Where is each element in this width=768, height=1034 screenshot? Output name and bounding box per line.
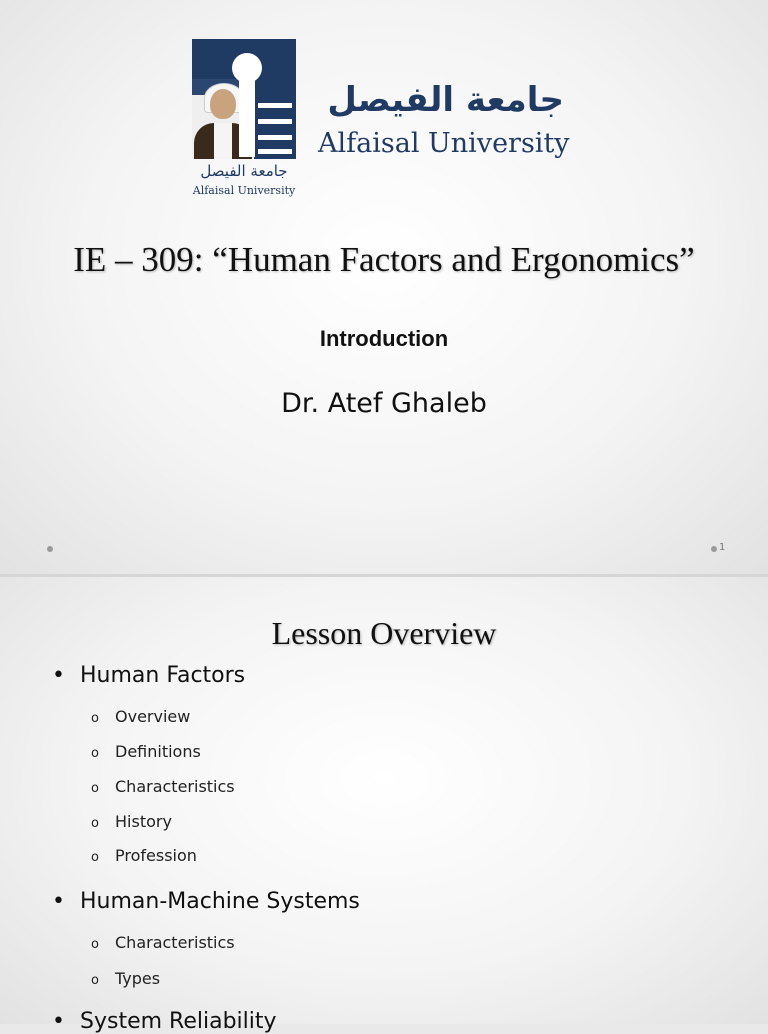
list-item: o Characteristics xyxy=(91,933,235,952)
overview-slide xyxy=(0,577,768,1034)
logo-english-name: Alfaisal University xyxy=(318,128,570,159)
list-item: o Characteristics xyxy=(91,777,235,796)
list-item: o Types xyxy=(91,969,161,988)
sub-bullet-icon: o xyxy=(91,781,99,796)
section-human-factors xyxy=(52,663,245,688)
logo-arabic-name: جامعة الفيصل xyxy=(327,80,564,120)
list-item: o History xyxy=(91,812,172,831)
section-system-reliability xyxy=(52,1009,277,1034)
sub-bullet-icon: o xyxy=(91,746,99,761)
sub-bullet-icon: o xyxy=(91,711,99,726)
section-label: Human-Machine Systems xyxy=(80,889,360,914)
sub-bullet-icon: o xyxy=(91,850,99,865)
university-emblem xyxy=(192,39,296,159)
list-item: o Profession xyxy=(91,846,197,865)
decorative-dot-left xyxy=(47,546,53,552)
page-number: 1 xyxy=(719,542,726,553)
bullet-icon: • xyxy=(52,663,65,688)
emblem-arabic-name: جامعة الفيصل xyxy=(200,162,288,180)
section-human-machine-systems xyxy=(52,889,360,914)
overview-title: Lesson Overview xyxy=(271,615,497,651)
course-title: IE – 309: “Human Factors and Ergonomics” xyxy=(73,240,695,279)
list-item: o Definitions xyxy=(91,742,201,761)
section-label: Human Factors xyxy=(80,663,246,688)
sub-bullet-icon: o xyxy=(91,816,99,831)
keyhole-stem xyxy=(239,75,255,157)
emblem-english-name: Alfaisal University xyxy=(192,184,296,197)
decorative-dot-right xyxy=(711,546,717,552)
bullet-icon: • xyxy=(52,889,65,914)
sub-bullet-icon: o xyxy=(91,937,99,952)
section-label: System Reliability xyxy=(80,1009,277,1034)
author-name: Dr. Atef Ghaleb xyxy=(281,388,487,419)
list-item: o Overview xyxy=(91,707,191,726)
bullet-icon: • xyxy=(52,1009,65,1034)
sub-bullet-icon: o xyxy=(91,973,99,988)
slide-subtitle: Introduction xyxy=(319,326,449,351)
